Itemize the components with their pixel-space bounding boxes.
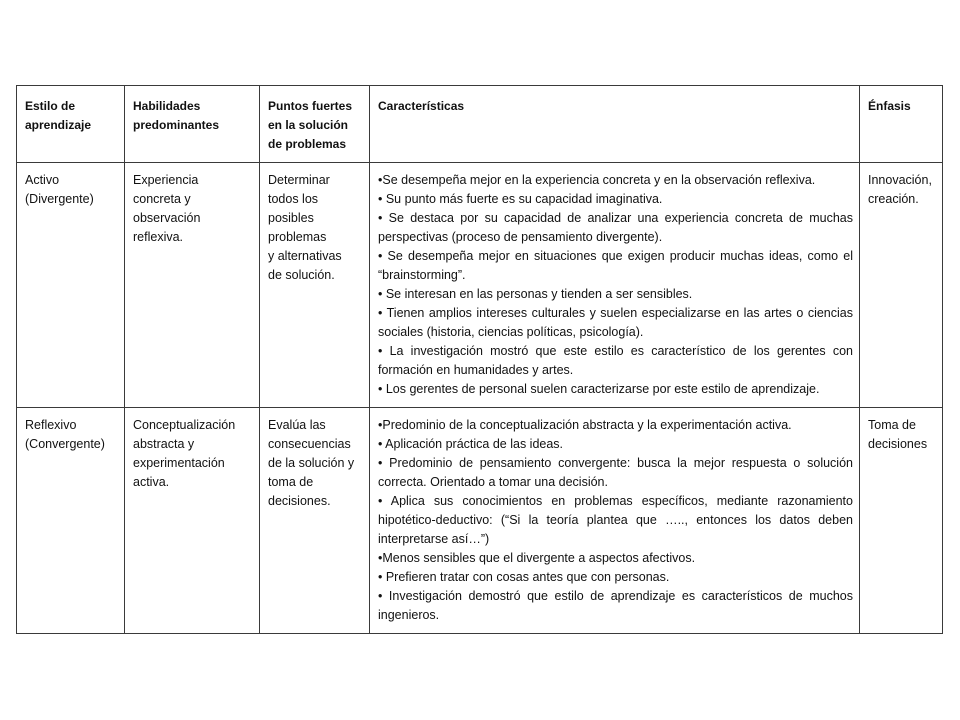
bullet-item: • Predominio de pensamiento convergente: busca la mejor respuesta o solución correcta. Orientado a tomar una decisión. xyxy=(378,456,853,489)
header-characteristics: Características xyxy=(370,86,860,163)
cell-emphasis: Innovación, creación. xyxy=(860,163,943,408)
bullet-item: • Aplicación práctica de las ideas. xyxy=(378,437,564,451)
bullet-item: • Investigación demostró que estilo de aprendizaje es característicos de muchos ingenieros. xyxy=(378,589,853,622)
bullet-item: • Aplica sus conocimientos en problemas específicos, mediante razonamiento hipotético-deductivo: (“Si la teoría plantea que ….., entonces los datos deben interpretarse así…”) xyxy=(378,494,853,546)
header-problem-solving-strengths: Puntos fuertes en la solución de problemas xyxy=(260,86,370,163)
bullet-item: • Los gerentes de personal suelen caracterizarse por este estilo de aprendizaje. xyxy=(378,382,820,396)
cell-characteristics xyxy=(370,163,860,408)
cell-learning-style: Reflexivo (Convergente) xyxy=(17,408,125,634)
cell-problem-solving-strengths: Evalúa las consecuencias de la solución y toma de decisiones. xyxy=(260,408,370,634)
cell-problem-solving-strengths: Determinar todos los posibles problemas y alternativas de solución. xyxy=(260,163,370,408)
learning-styles-table xyxy=(16,85,943,634)
header-predominant-skills: Habilidades predominantes xyxy=(125,86,260,163)
header-learning-style: Estilo de aprendizaje xyxy=(17,86,125,163)
header-row xyxy=(17,86,943,163)
cell-predominant-skills: Conceptualización abstracta y experimentación activa. xyxy=(125,408,260,634)
bullet-item: • Se destaca por su capacidad de analizar una experiencia concreta de muchas perspectivas (proceso de pensamiento divergente). xyxy=(378,211,853,244)
bullet-item: •Se desempeña mejor en la experiencia concreta y en la observación reflexiva. xyxy=(378,173,816,187)
bullet-item: • Prefieren tratar con cosas antes que con personas. xyxy=(378,570,670,584)
cell-emphasis: Toma de decisiones xyxy=(860,408,943,634)
bullet-item: •Menos sensibles que el divergente a aspectos afectivos. xyxy=(378,551,696,565)
cell-characteristics xyxy=(370,408,860,634)
bullet-item: • Se desempeña mejor en situaciones que exigen producir muchas ideas, como el “brainstorming”. xyxy=(378,249,853,282)
bullet-item: • Tienen amplios intereses culturales y suelen especializarse en las artes o ciencias sociales (historia, ciencias políticas, psicología). xyxy=(378,306,853,339)
cell-learning-style: Activo (Divergente) xyxy=(17,163,125,408)
bullet-item: • La investigación mostró que este estilo es característico de los gerentes con formación en humanidades y artes. xyxy=(378,344,853,377)
table-row xyxy=(17,408,943,634)
bullet-item: • Su punto más fuerte es su capacidad imaginativa. xyxy=(378,192,663,206)
bullet-item: • Se interesan en las personas y tienden a ser sensibles. xyxy=(378,287,693,301)
header-emphasis: Énfasis xyxy=(860,86,943,163)
table-row xyxy=(17,163,943,408)
bullet-item: •Predominio de la conceptualización abstracta y la experimentación activa. xyxy=(378,418,792,432)
cell-predominant-skills: Experiencia concreta y observación reflexiva. xyxy=(125,163,260,408)
